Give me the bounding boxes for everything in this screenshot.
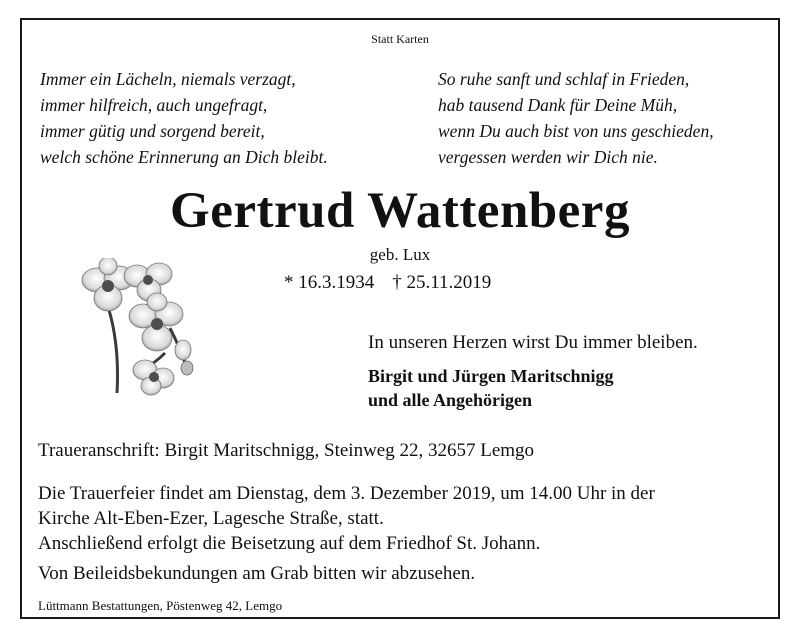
poem-right-line: So ruhe sanft und schlaf in Frieden, bbox=[438, 69, 690, 89]
deceased-name: Gertrud Wattenberg bbox=[170, 183, 630, 239]
ceremony-line: Kirche Alt-Eben-Ezer, Lagesche Straße, statt. bbox=[38, 508, 384, 529]
poem-left bbox=[40, 66, 328, 170]
death-date: † 25.11.2019 bbox=[392, 272, 492, 293]
life-dates bbox=[284, 272, 491, 294]
family-line: Birgit und Jürgen Maritschnigg bbox=[368, 366, 614, 386]
poem-left-line: immer gütig und sorgend bereit, bbox=[40, 121, 265, 141]
poem-right-line: vergessen werden wir Dich nie. bbox=[438, 147, 658, 167]
ceremony-line: Die Trauerfeier findet am Dienstag, dem 3. Dezember 2019, um 14.00 Uhr in der bbox=[38, 483, 655, 504]
poem-left-line: immer hilfreich, auch ungefragt, bbox=[40, 95, 268, 115]
orchid-flower-icon bbox=[75, 258, 225, 408]
undertaker-info: Lüttmann Bestattungen, Pöstenweg 42, Lemgo bbox=[38, 598, 283, 613]
family-signature bbox=[368, 364, 614, 412]
poem-left-line: Immer ein Lächeln, niemals verzagt, bbox=[40, 69, 296, 89]
poem-right-line: wenn Du auch bist von uns geschieden, bbox=[438, 121, 714, 141]
orchid-graphic bbox=[75, 258, 225, 408]
mourning-address: Traueranschrift: Birgit Maritschnigg, Steinweg 22, 32657 Lemgo bbox=[38, 440, 535, 461]
family-line: und alle Angehörigen bbox=[368, 390, 533, 410]
header-text: Statt Karten bbox=[371, 32, 429, 46]
ceremony-info bbox=[38, 481, 655, 556]
poem-left-line: welch schöne Erinnerung an Dich bleibt. bbox=[40, 147, 328, 167]
ceremony-line: Anschließend erfolgt die Beisetzung auf dem Friedhof St. Johann. bbox=[38, 533, 541, 554]
condolence-note: Von Beileidsbekundungen am Grab bitten wir abzusehen. bbox=[38, 563, 476, 584]
birth-date: * 16.3.1934 bbox=[284, 272, 375, 293]
poem-right bbox=[438, 66, 714, 170]
memorial-quote: In unseren Herzen wirst Du immer bleiben. bbox=[368, 332, 698, 353]
maiden-name: geb. Lux bbox=[369, 245, 431, 264]
poem-right-line: hab tausend Dank für Deine Müh, bbox=[438, 95, 678, 115]
